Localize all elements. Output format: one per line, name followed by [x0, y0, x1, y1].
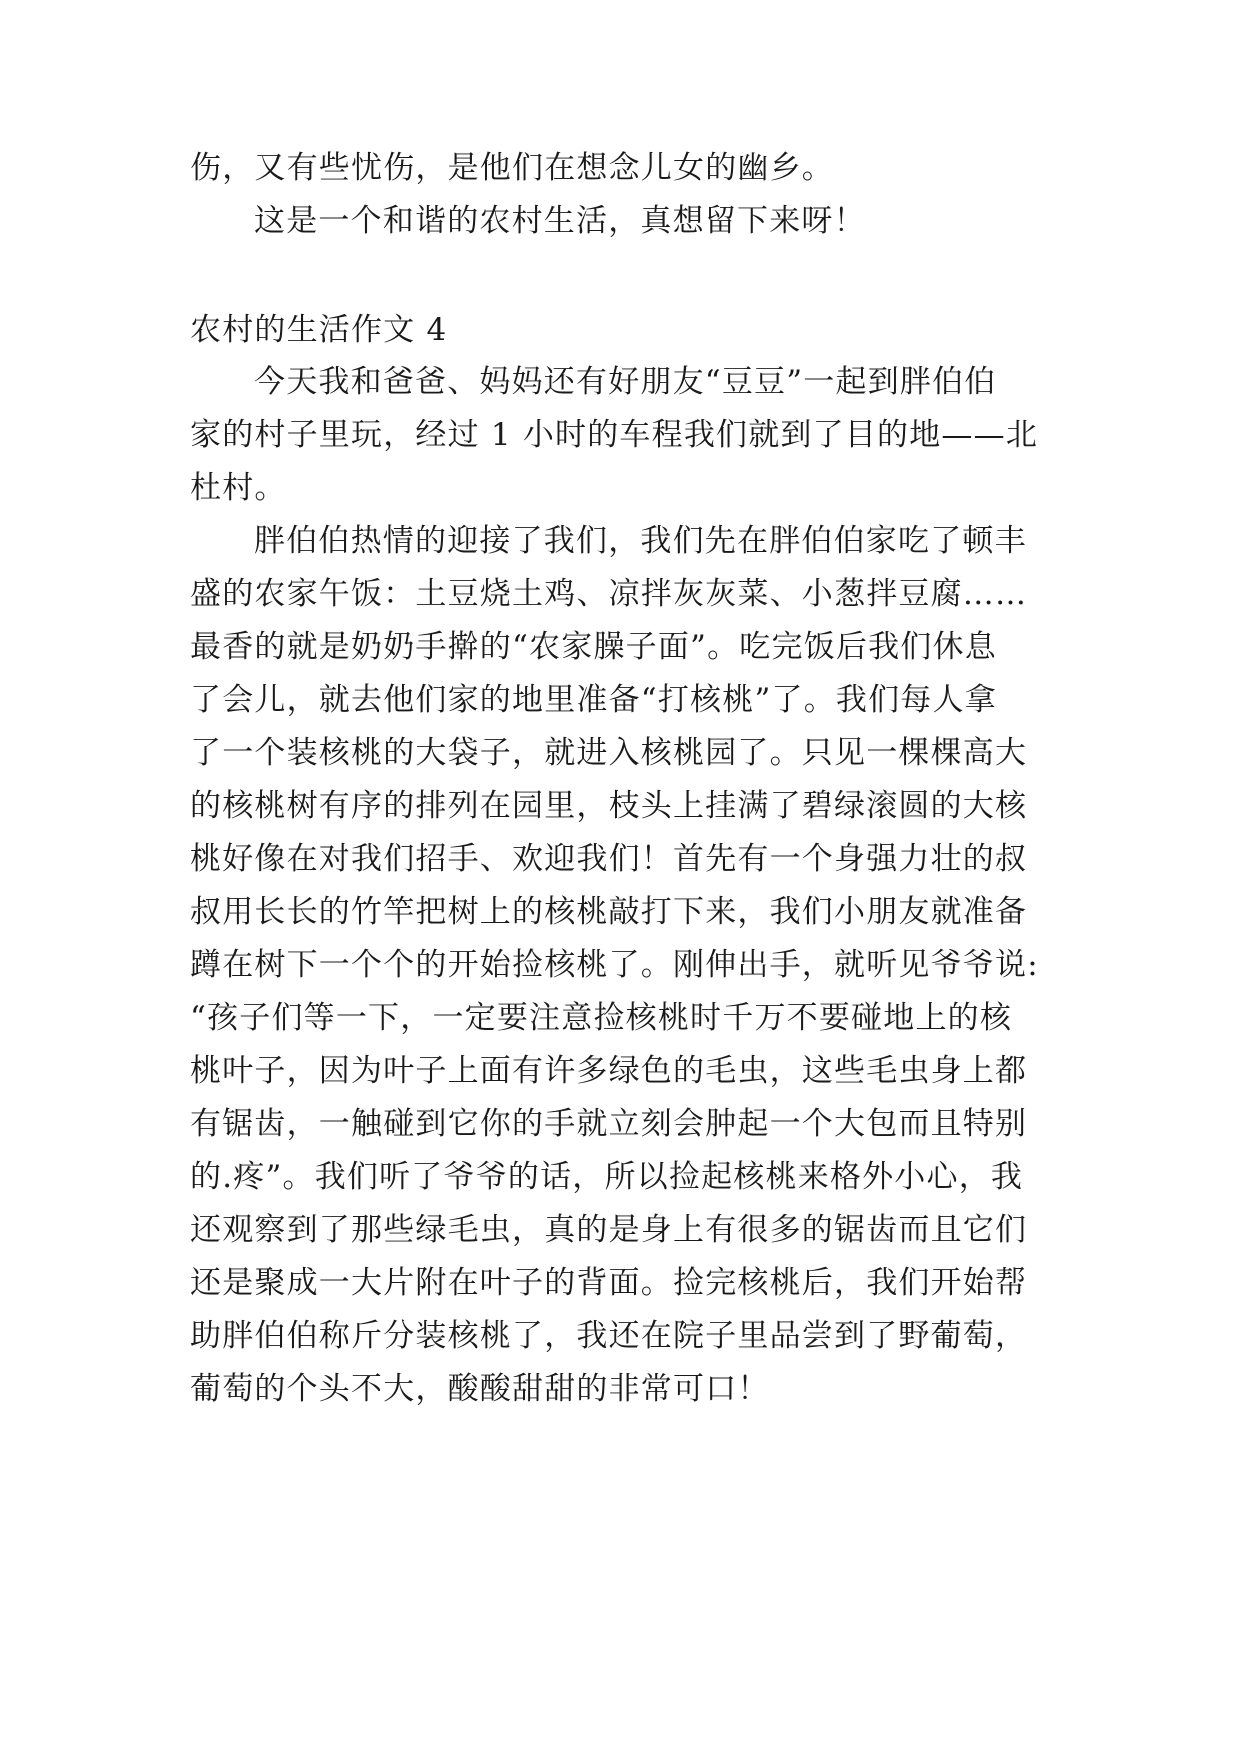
text-line: 胖伯伯热情的迎接了我们，我们先在胖伯伯家吃了顿丰 — [254, 523, 1027, 559]
text-line: 桃好像在对我们招手、欢迎我们！首先有一个身强力壮的叔 — [190, 841, 1028, 877]
text-line: 叔用长长的竹竿把树上的核桃敲打下来，我们小朋友就准备 — [190, 894, 1028, 930]
text-line: 最香的就是奶奶手擀的“农家臊子面”。吃完饭后我们休息 — [190, 629, 997, 665]
text-line: 助胖伯伯称斤分装核桃了，我还在院子里品尝到了野葡萄， — [190, 1318, 1028, 1354]
text-line: 伤，又有些忧伤，是他们在想念儿女的幽乡。 — [190, 150, 834, 186]
text-line: 葡萄的个头不大，酸酸甜甜的非常可口！ — [190, 1371, 770, 1407]
text-line: 今天我和爸爸、妈妈还有好朋友“豆豆”一起到胖伯伯 — [254, 364, 997, 400]
text-line: 蹲在树下一个个的开始捡核桃了。刚伸出手，就听见爷爷说: — [190, 947, 1039, 983]
section-heading: 农村的生活作文 4 — [190, 312, 448, 348]
text-line: 有锯齿，一触碰到它你的手就立刻会肿起一个大包而且特别 — [190, 1106, 1028, 1142]
text-line: 的核桃树有序的排列在园里，枝头上挂满了碧绿滚圆的大核 — [190, 788, 1028, 824]
text-line: 家的村子里玩，经过 1 小时的车程我们就到了目的地——北 — [190, 417, 1039, 453]
text-line: 还观察到了那些绿毛虫，真的是身上有很多的锯齿而且它们 — [190, 1212, 1028, 1248]
text-line: 了一个装核桃的大袋子，就进入核桃园了。只见一棵棵高大 — [190, 735, 1028, 771]
text-line: 了会儿，就去他们家的地里准备“打核桃”了。我们每人拿 — [190, 682, 997, 718]
text-line: 桃叶子，因为叶子上面有许多绿色的毛虫，这些毛虫身上都 — [190, 1053, 1028, 1089]
text-line: 的.疼”。我们听了爷爷的话，所以捡起核桃来格外小心，我 — [190, 1159, 1024, 1195]
text-line: 盛的农家午饭：土豆烧土鸡、凉拌灰灰菜、小葱拌豆腐…… — [190, 576, 1028, 612]
text-line: “孩子们等一下，一定要注意捡核桃时千万不要碰地上的核 — [190, 1000, 1013, 1036]
text-line: 这是一个和谐的农村生活，真想留下来呀！ — [254, 203, 866, 239]
text-line: 杜村。 — [190, 470, 287, 506]
text-line: 还是聚成一大片附在叶子的背面。捡完核桃后，我们开始帮 — [190, 1265, 1028, 1301]
